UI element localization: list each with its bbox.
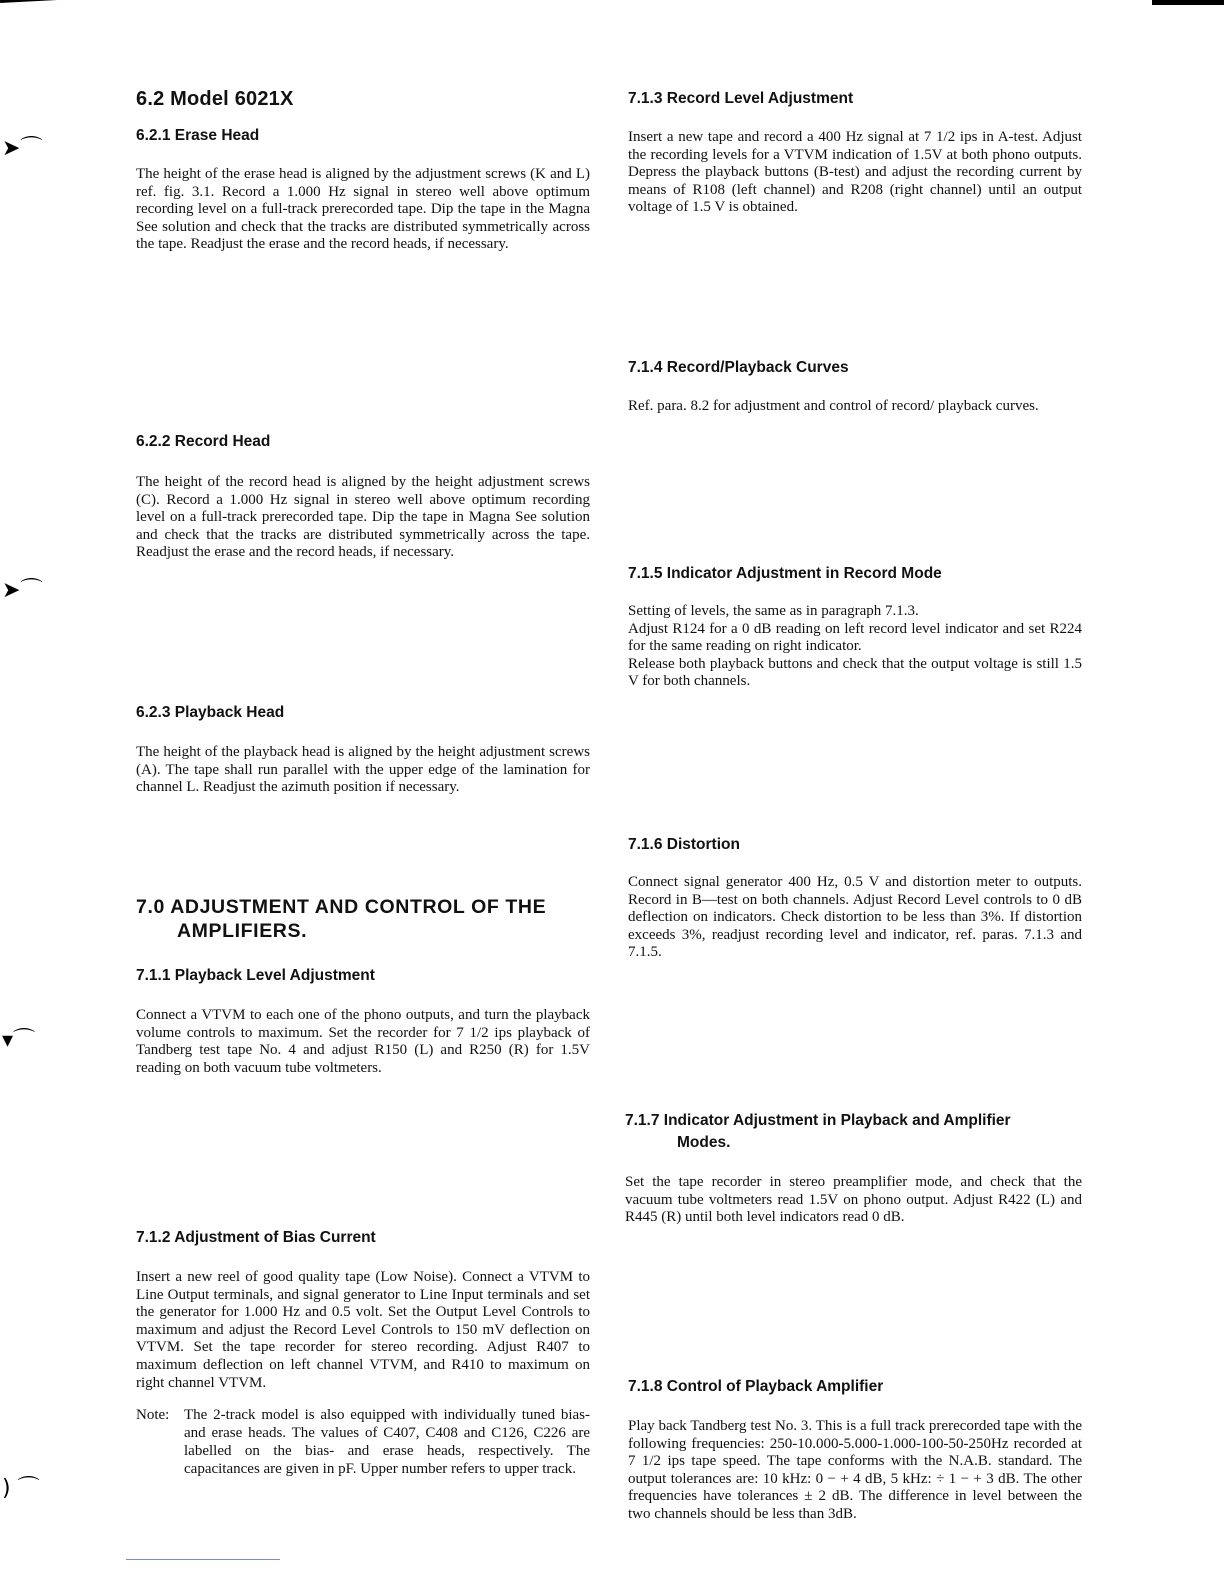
section-heading: 7.1.6 Distortion: [628, 836, 740, 853]
model-title: 6.2 Model 6021X: [136, 88, 294, 110]
section-heading: 7.1.1 Playback Level Adjustment: [136, 967, 375, 984]
section-heading-line2: Modes.: [677, 1134, 731, 1151]
section-text: The height of the playback head is aligned by the height adjustment screws (A). The tape shall run parallel with the upper edge of the lamination for channel L. Readjust the azimuth position if necessary.: [136, 744, 590, 796]
binder-hole-mark-2: ➤⌒: [2, 578, 43, 603]
section-text-2: Adjust R124 for a 0 dB reading on left record level indicator and set R224 for the same reading on right indicator.: [628, 620, 1082, 655]
section-6-2-1: [136, 127, 590, 254]
section-text-3: Release both playback buttons and check that the output voltage is still 1.5 V for both channels.: [628, 655, 1082, 690]
underline-mark: [126, 1559, 280, 1560]
section-heading: 7.1.5 Indicator Adjustment in Record Mode: [628, 565, 942, 582]
binder-hole-mark-3: ▾⌒: [2, 1028, 36, 1053]
section-7-1-2: [136, 1229, 590, 1478]
section-heading: 7.1.2 Adjustment of Bias Current: [136, 1229, 376, 1246]
binder-hole-mark-4: ) ⌒: [2, 1476, 40, 1501]
section-heading-line1: 7.1.7 Indicator Adjustment in Playback and Amplifier: [625, 1112, 1011, 1129]
section-text: Ref. para. 8.2 for adjustment and control of record/ playback curves.: [628, 398, 1039, 414]
section-heading: [625, 1110, 1082, 1154]
scan-mark-top-left: [0, 0, 74, 3]
section-heading: 6.2.3 Playback Head: [136, 704, 285, 721]
note-text: The 2-track model is also equipped with individually tuned bias- and erase heads. The values of C407, C408 and C126, C226 are labelled on the bias- and erase heads, respectively. The capacitances are given in pF. Upper number refers to upper track.: [184, 1407, 590, 1477]
chapter-heading-line1: 7.0 ADJUSTMENT AND CONTROL OF THE: [136, 896, 547, 918]
scan-mark-top-right: [1152, 0, 1224, 5]
section-7-1-6: [628, 836, 1082, 962]
model-title-block: [136, 88, 590, 111]
section-7-1-4: [628, 359, 1082, 416]
section-text: The height of the erase head is aligned by the adjustment screws (K and L) ref. fig. 3.1. Record a 1.000 Hz signal in stereo well above optimum recording level on a full-track prerecorded tape. Dip the tape in the Magna See solution and check that the tracks are distributed symmetrically across the tape. Readjust the erase and the record heads, if necessary.: [136, 166, 590, 253]
section-text: Insert a new tape and record a 400 Hz signal at 7 1/2 ips in A-test. Adjust the recording levels for a VTVM indication of 1.5V at both phono outputs. Depress the playback buttons (B-test) and adjust the recording current by means of R108 (left channel) and R208 (right channel) until an output voltage of 1.5 V is obtained.: [628, 129, 1082, 216]
section-text: Connect a VTVM to each one of the phono outputs, and turn the playback volume controls to maximum. Set the recorder for 7 1/2 ips playback of Tandberg test tape No. 4 and adjust R150 (L) and R250 (R) for 1.5V reading on both vacuum tube voltmeters.: [136, 1007, 590, 1076]
section-text: Connect signal generator 400 Hz, 0.5 V and distortion meter to outputs. Record in B—test on both channels. Adjust Record Level controls to 0 dB deflection on indicators. Check distortion to be less than 3%. If distortion exceeds 3%, readjust recording level and indicator, ref. paras. 7.1.3 and 7.1.5.: [628, 874, 1082, 961]
section-heading: 7.1.3 Record Level Adjustment: [628, 90, 854, 107]
section-6-2-2: [136, 433, 590, 562]
section-7-1-1: [136, 967, 590, 1077]
section-text-1: Setting of levels, the same as in paragraph 7.1.3.: [628, 603, 919, 619]
section-7-1-5: [628, 565, 1082, 691]
section-7-1-8: [628, 1378, 1082, 1524]
note-block: [136, 1407, 590, 1478]
section-heading: 6.2.2 Record Head: [136, 433, 271, 450]
binder-hole-mark-1: ➤⌒: [2, 136, 43, 161]
section-7-1-7: [625, 1110, 1082, 1227]
chapter-7-0: [136, 895, 590, 943]
section-7-1-3: [628, 90, 1082, 217]
section-heading: 7.1.4 Record/Playback Curves: [628, 359, 849, 376]
section-text: Play back Tandberg test No. 3. This is a full track prerecorded tape with the following frequencies: 250-10.000-5.000-1.000-100-50-250Hz recorded at 7 1/2 ips tape speed. The tape conforms with the N.A.B. standard. The output tolerances are: 10 kHz: 0 − + 4 dB, 5 kHz: ÷ 1 − + 3 dB. The other frequencies have tolerances ± 2 dB. The difference in level between the two channels should be less than 3dB.: [628, 1418, 1082, 1522]
note-label: Note:: [136, 1407, 170, 1424]
section-text: Insert a new reel of good quality tape (Low Noise). Connect a VTVM to Line Output terminals, and signal generator to Line Input terminals and set the generator for 1.000 Hz and 0.5 volt. Set the Output Level Controls to maximum and adjust the Record Level Controls to 150 mV deflection on VTVM. Set the tape recorder for stereo recording. Adjust R407 to maximum deflection on left channel VTVM, and R410 to maximum on right channel VTVM.: [136, 1269, 590, 1391]
section-heading: 7.1.8 Control of Playback Amplifier: [628, 1378, 884, 1395]
section-text: The height of the record head is aligned by the height adjustment screws (C). Record a 1.000 Hz signal in stereo well above optimum recording level on a full-track prerecorded tape. Dip the tape in Magna See solution and check that the tracks are distributed symmetrically across the tape. Readjust the erase and the record heads, if necessary.: [136, 474, 590, 561]
section-heading: 6.2.1 Erase Head: [136, 127, 260, 144]
chapter-heading-line2: AMPLIFIERS.: [177, 920, 308, 942]
section-6-2-3: [136, 704, 590, 797]
section-text: Set the tape recorder in stereo preamplifier mode, and check that the vacuum tube voltmeters read 1.5V on phono output. Adjust R422 (L) and R445 (R) until both level indicators read 0 dB.: [625, 1174, 1082, 1226]
chapter-heading: [136, 895, 590, 943]
